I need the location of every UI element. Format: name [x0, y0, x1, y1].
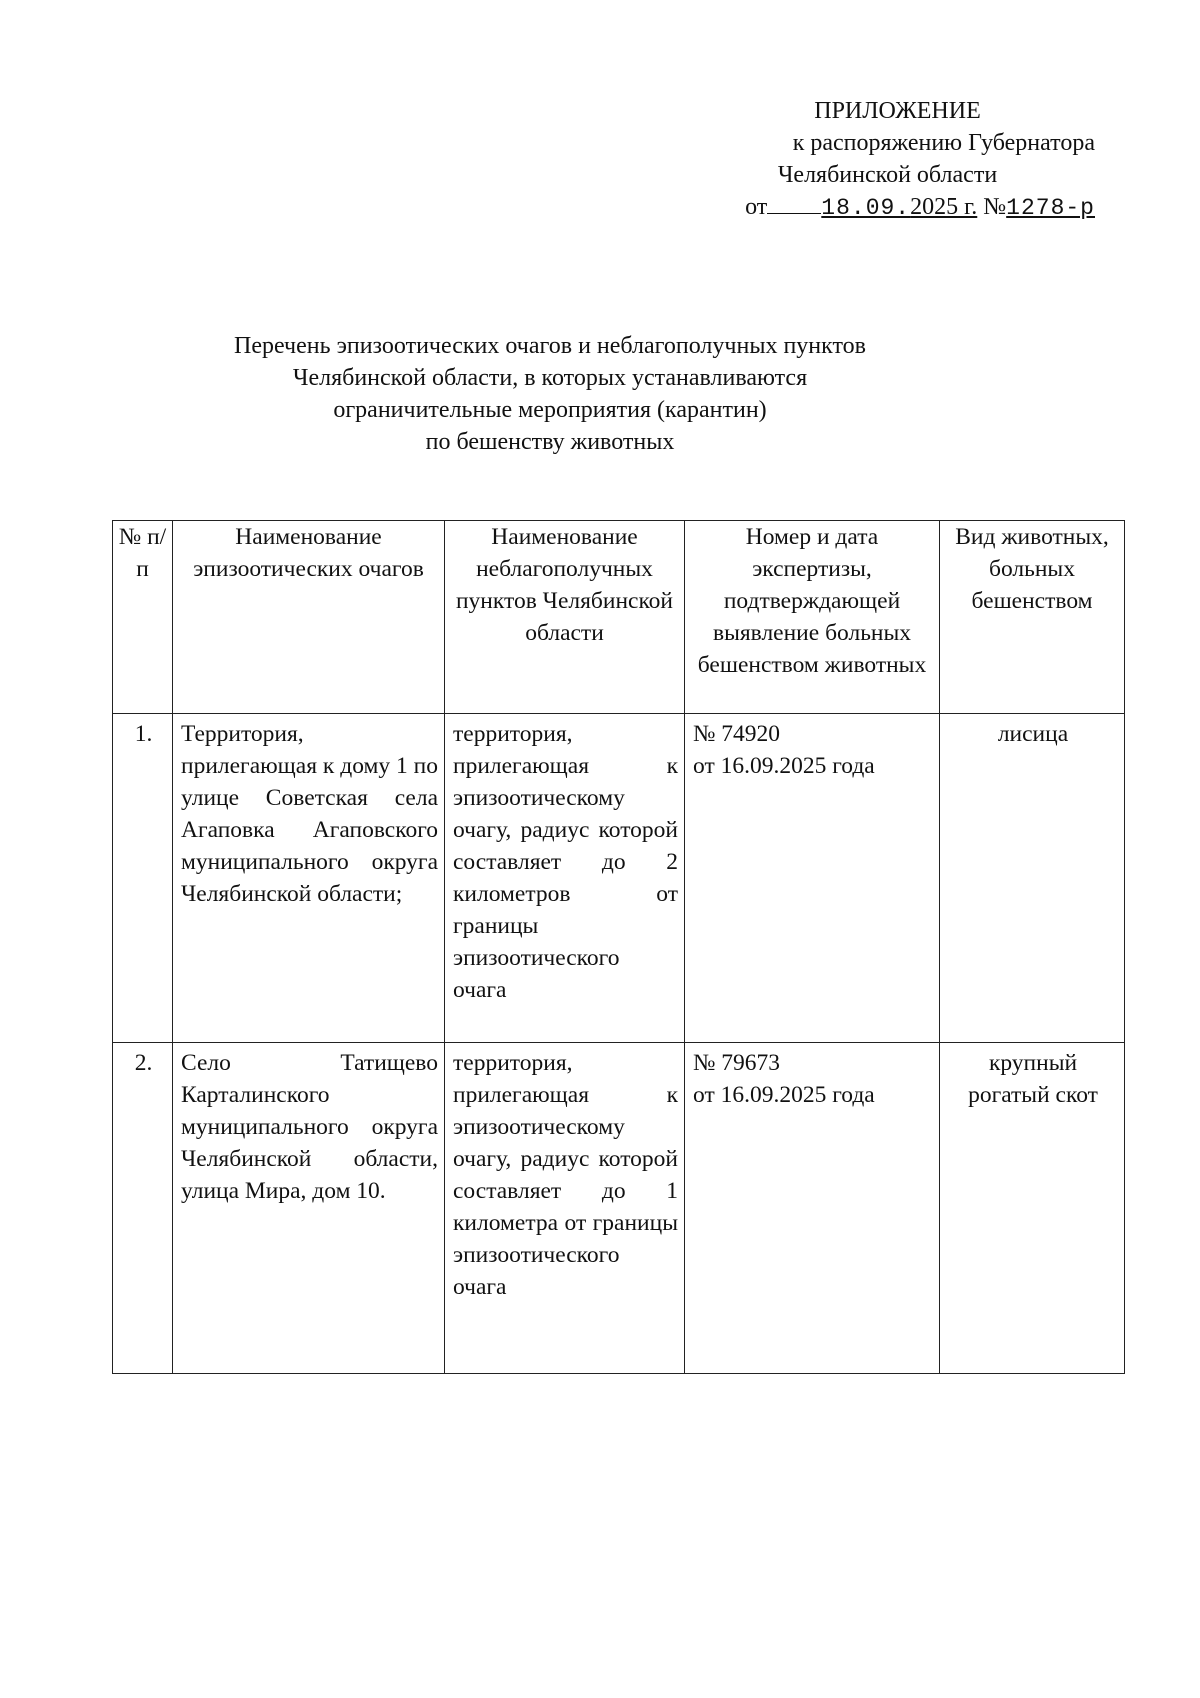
focus-name: Территория, прилегающая к дому 1 по улице Советская села Агаповка Агаповского муниципального округа Челябинской области; [173, 714, 445, 1043]
table-row [113, 1043, 1125, 1374]
row-number: 2. [113, 1043, 173, 1374]
appendix-heading: ПРИЛОЖЕНИЕ [814, 98, 981, 124]
header-animal: Вид животных, больных бешенством [940, 521, 1125, 714]
appendix-line-2: Челябинской области [777, 162, 998, 188]
expertise-date: от 16.09.2025 года [693, 1082, 875, 1108]
expertise-number: № 79673 [693, 1050, 781, 1076]
date-year: 2025 г. [910, 194, 978, 220]
appendix-date-line [640, 191, 1095, 224]
date-blank [767, 193, 821, 214]
header-focus: Наименование эпизоотических очагов [173, 521, 445, 714]
area-name: территория, прилегающая к эпизоотическому очагу, радиус которой составляет до 2 километров от границы эпизоотического очага [445, 714, 685, 1043]
animal-type: крупный рогатый скот [940, 1043, 1125, 1374]
header-area: Наименование неблагополучных пунктов Челябинской области [445, 521, 685, 714]
document-title [200, 330, 900, 458]
order-number: 1278-р [1006, 195, 1095, 221]
row-number: 1. [113, 714, 173, 1043]
focus-name: Село Татищево Карталинского муниципального округа Челябинской области, улица Мира, дом 10. [173, 1043, 445, 1374]
appendix-line-1: к распоряжению Губернатора [792, 130, 1095, 156]
expertise-cell [685, 714, 940, 1043]
table-header-row [113, 521, 1125, 714]
number-prefix: № [983, 194, 1007, 220]
title-line-1: Перечень эпизоотических очагов и неблагополучных пунктов [234, 333, 866, 359]
area-name: территория, прилегающая к эпизоотическому очагу, радиус которой составляет до 1 километра от границы эпизоотического очага [445, 1043, 685, 1374]
title-line-4: по бешенству животных [425, 429, 675, 455]
date-value: 18.09. [821, 195, 911, 221]
expertise-date: от 16.09.2025 года [693, 753, 875, 779]
table-row [113, 714, 1125, 1043]
appendix-block [640, 95, 1095, 224]
header-expertise: Номер и дата экспертизы, подтверждающей выявление больных бешенством животных [685, 521, 940, 714]
expertise-cell [685, 1043, 940, 1374]
header-num: № п/п [113, 521, 173, 714]
title-line-3: ограничительные мероприятия (карантин) [333, 397, 767, 423]
foci-table [112, 520, 1125, 1374]
animal-type: лисица [940, 714, 1125, 1043]
date-prefix: от [745, 194, 768, 220]
expertise-number: № 74920 [693, 721, 781, 747]
title-line-2: Челябинской области, в которых устанавливаются [292, 365, 808, 391]
